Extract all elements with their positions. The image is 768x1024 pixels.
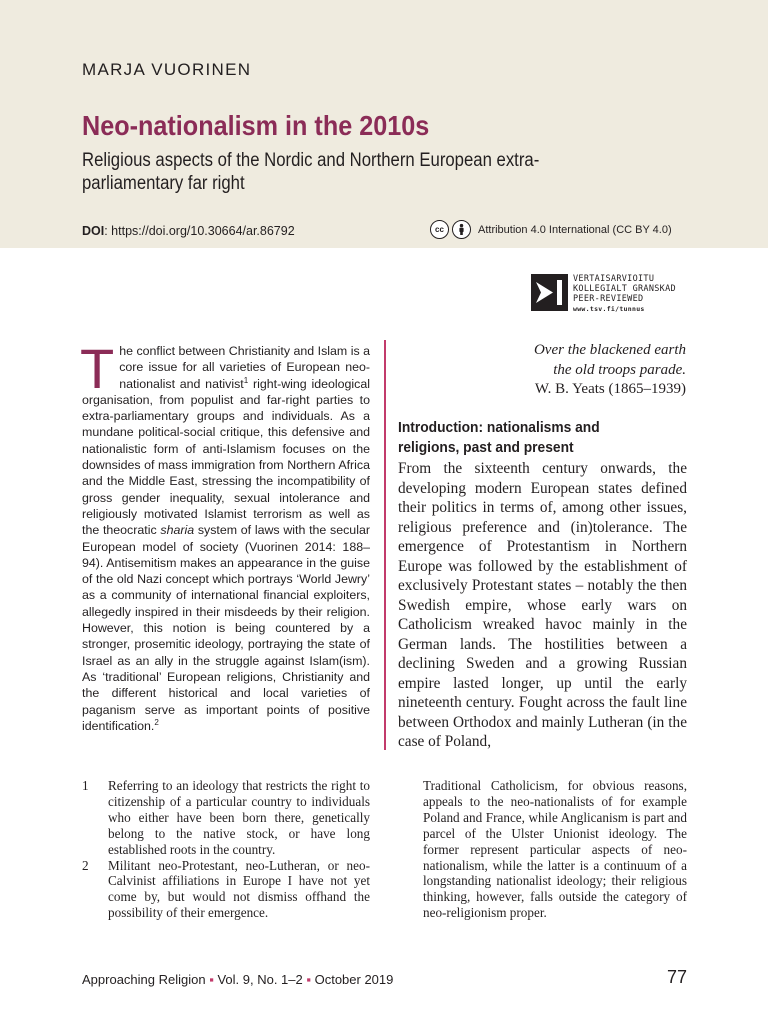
article-subtitle: Religious aspects of the Nordic and Northern European extra-parliamentary far right [82,150,540,194]
separator-square: ▪ [306,972,311,987]
doi-link[interactable] [82,224,295,238]
peer-review-line-fi: VERTAISARVIOITU [573,274,655,284]
page-number: 77 [667,967,688,987]
section-body: From the sixteenth century onwards, the developing modern European states defined their politics in terms of, among other issues, religious preference and (in)tolerance. The emergence of Protestantism in Northern Europe was followed by the establishment of exclusively Protestant states – notably the then Swedish empire, whose early wars on Catholicism wreaked havoc mainly in the German lands. The hostilities between a declining Sweden and a growing Russian empire lasted longer, up until the early nineteenth century. Fought across the fault line between Orthodox and mainly Lutheran (in the case of Poland, [398,460,687,750]
column-divider [384,340,386,750]
peer-review-logo-icon [531,274,568,311]
intro-text-a: he conflict between Christianity and Islam is a core issue for all varieties of European neo-nationalist and nativist [119,344,370,391]
author-name: MARJA VUORINEN [82,60,252,79]
footnotes [82,778,370,921]
intro-text-b: right-wing ideological organisation, from populist and far-right parties to extra-parliamentary groups and individuals. As a mundane political-social critique, this defensive and nationalistic form of anti-Islamism focuses on the downsides of mass immigration from Northern Africa and the Middle East, stressing the incompatibility of gross gender inequality, sexual intolerance and religiously motivated Islamist terrorism as well as the theocratic [82,376,370,538]
epigraph-line-1: Over the blackened earth [533,342,686,358]
epigraph-attribution: W. B. Yeats (1865–1939) [534,381,686,397]
creative-commons-icon: cc [430,220,449,239]
peer-review-line-sv: KOLLEGIALT GRANSKAD [573,284,676,294]
license-text: Attribution 4.0 International (CC BY 4.0) [478,223,672,236]
doi-label: DOI [82,224,105,238]
license-block[interactable] [430,220,672,239]
article-title: Neo-nationalism in the 2010s [82,110,430,141]
intro-text-italic: sharia [160,523,195,538]
intro-paragraph [80,337,370,734]
footnote-ref-1[interactable]: 1 [243,375,249,385]
footnote-2 [82,858,370,922]
peer-review-badge [531,274,676,314]
peer-review-line-en: PEER-REVIEWED [573,294,644,304]
footer-journal-info [82,972,393,987]
footnote-ref-2[interactable]: 2 [154,717,159,727]
header-band [0,0,768,248]
footnote-text: Militant neo-Protestant, neo-Lutheran, or neo-Calvinist affiliations in Europe I have not yet come by, but would not dismiss offhand the possibility of their emergence. [108,857,370,921]
peer-review-url[interactable]: www.tsv.fi/tunnus [573,305,645,313]
journal-volume: Vol. 9, No. 1–2 [217,972,303,987]
attribution-person-icon [452,220,471,239]
footnote-number: 2 [82,857,89,873]
footnote-number: 1 [82,778,89,793]
journal-name: Approaching Religion [82,972,206,987]
journal-date: October 2019 [314,972,394,987]
epigraph-line-2: the old troops parade. [553,361,686,378]
footnote-continuation: Traditional Catholicism, for obvious reasons, appeals to the neo-nationalists of for example Poland and France, while Anglicanism is part and parcel of the Ulster Unionist ideology. The former represent particular aspects of neo-nationalism, while the latter is a continuum of a longstanding nationalist ideology; their religious thinking, however, falls outside the category of neo-religionism proper. [423,778,687,921]
epigraph [398,341,686,400]
intro-text-c: system of laws with the secular European model of society (Vuorinen 2014: 188–94). Antisemitism makes an appearance in the guise of the old Nazi concept which portrays ‘World Jewry’ as a community of international financial exploiters, allegedly inspired in their misdeeds by their religion. However, this notion is being countered by a stronger, prosemitic ideology, portraying the state of Israel as an ally in the struggle against Islam(ism). As ‘traditional’ European religions, Christianity and the different historical and local varieties of paganism serve as important points of positive identification. [82,523,370,733]
separator-square: ▪ [209,972,214,987]
footnote-1 [82,778,370,858]
footnote-text: Referring to an ideology that restricts the right to citizenship of a particular country to individuals who either have been born there, genetically belong to the native stock, or have long established roots in the country. [108,778,370,857]
doi-value: : https://doi.org/10.30664/ar.86792 [104,224,295,238]
section-heading: Introduction: nationalisms and religions, past and present [398,419,600,456]
drop-cap: T [80,337,115,400]
